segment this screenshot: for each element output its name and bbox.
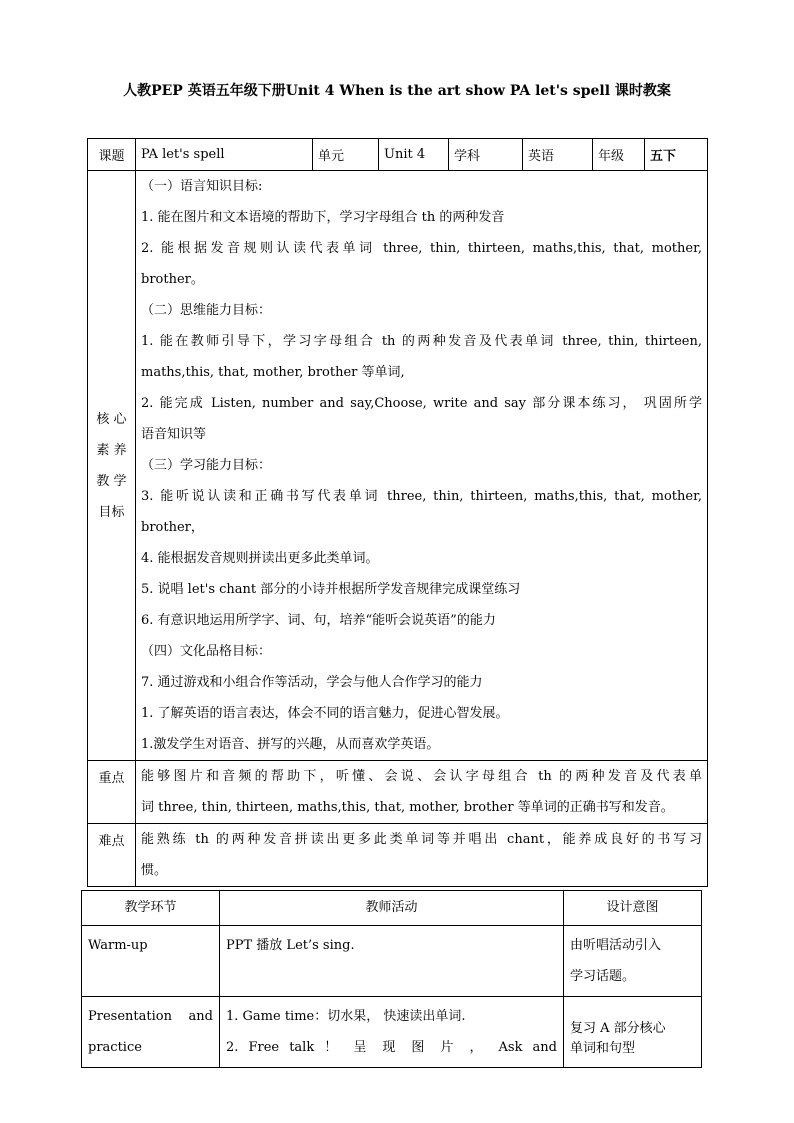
goal-line: 1.激发学生对语音、拼写的兴趣，从而喜欢学英语。 <box>141 737 440 752</box>
difficulty-line: 能熟练 th 的两种发音拼读出更多此类单词等并唱出 chant，能养成良好的书写习 <box>141 832 702 847</box>
process-row <box>82 997 702 1068</box>
goal-line: 语音知识等 <box>141 427 207 442</box>
goal-line: 4. 能根据发音规则拼读出更多此类单词。 <box>141 551 379 566</box>
key-point-line: 能够图片和音频的帮助下，听懂、会说、会认字母组合 th 的两种发音及代表单 <box>141 769 702 784</box>
activity-line: PPT 播放 Let’s sing. <box>226 938 355 953</box>
key-points-label: 重点 <box>88 761 136 824</box>
intent-cell <box>564 926 702 997</box>
intent-line: 学习话题。 <box>570 969 636 984</box>
goal-line: 6. 有意识地运用所学字、词、句，培养“能听会说英语”的能力 <box>141 613 496 628</box>
goal-line: 5. 说唱 let's chant 部分的小诗并根据所学发音规律完成课堂练习 <box>141 582 521 597</box>
goal-line: （二）思维能力目标： <box>141 303 272 318</box>
goal-line: 1. 能在教师引导下，学习字母组合 th 的两种发音及代表单词 three, thin, thirteen, <box>141 334 702 349</box>
goal-line: 2. 能完成 Listen, number and say,Choose, write and say 部分课本练习， 巩固所学 <box>141 396 702 411</box>
goals-row <box>88 171 708 761</box>
goal-line: maths,this, that, mother, brother 等单词, <box>141 365 405 380</box>
unit-value: Unit 4 <box>379 139 449 171</box>
goals-content <box>136 171 708 761</box>
intent-line: 单词和句型 <box>570 1041 636 1056</box>
stage-cell: Warm-up <box>82 926 220 997</box>
grade-label: 年级 <box>593 139 645 171</box>
goal-line: （一）语言知识目标: <box>141 179 263 194</box>
topic-label: 课题 <box>88 139 136 171</box>
subject-label: 学科 <box>449 139 523 171</box>
goal-line: brother， <box>141 520 204 535</box>
goals-label-line: 核 心 <box>96 411 127 427</box>
goal-line: 3. 能听说认读和正确书写代表单词 three, thin, thirteen, maths,this, that, mother, <box>141 489 702 504</box>
goals-label <box>88 171 136 761</box>
goals-label-line: 素 养 <box>96 442 127 458</box>
stage-cell: Presentation and practice <box>82 997 220 1068</box>
intent-line: 复习 A 部分核心 <box>570 1021 666 1036</box>
header-row <box>88 139 708 171</box>
goal-line: （四）文化品格目标： <box>141 644 272 659</box>
intent-line: 由听唱活动引入 <box>570 938 662 953</box>
difficulties-row <box>88 824 708 887</box>
key-points-content <box>136 761 708 824</box>
difficulty-line: 惯。 <box>141 863 168 878</box>
activity-line: 1. Game time：切水果， 快速读出单词. <box>226 1009 466 1024</box>
activity-header: 教师活动 <box>220 891 564 926</box>
goals-label-line: 教 学 <box>96 473 127 489</box>
activity-cell <box>220 926 564 997</box>
goal-line: 2. 能根据发音规则认读代表单词 three, thin, thirteen, maths,this, that, mother, <box>141 241 702 256</box>
intent-header: 设计意图 <box>564 891 702 926</box>
goal-line: brother。 <box>141 272 204 287</box>
document-title: 人教PEP 英语五年级下册Unit 4 When is the art show PA let's spell 课时教案 <box>123 83 671 99</box>
process-header-row <box>82 891 702 926</box>
goals-label-line: 目标 <box>98 504 125 520</box>
difficulties-label: 难点 <box>88 824 136 887</box>
grade-value: 五下 <box>645 139 708 171</box>
goal-line: （三）学习能力目标： <box>141 458 272 473</box>
intent-cell <box>564 997 702 1068</box>
key-point-line: 词 three, thin, thirteen, maths,this, that, mother, brother 等单词的正确书写和发音。 <box>141 800 674 815</box>
goal-line: 1. 了解英语的语言表达，体会不同的语言魅力，促进心智发展。 <box>141 706 509 721</box>
activity-cell <box>220 997 564 1068</box>
goal-line: 1. 能在图片和文本语境的帮助下，学习字母组合 th 的两种发音 <box>141 210 505 225</box>
subject-value: 英语 <box>523 139 593 171</box>
difficulties-content <box>136 824 708 887</box>
key-points-row <box>88 761 708 824</box>
teaching-process-table <box>81 890 702 1068</box>
process-row <box>82 926 702 997</box>
lesson-info-table <box>87 138 708 887</box>
unit-label: 单元 <box>313 139 379 171</box>
topic-value: PA let's spell <box>136 139 313 171</box>
stage-header: 教学环节 <box>82 891 220 926</box>
goal-line: 7. 通过游戏和小组合作等活动，学会与他人合作学习的能力 <box>141 675 483 690</box>
activity-line: 2. Free talk ！ 呈 现 图 片 ， Ask and <box>226 1040 557 1055</box>
